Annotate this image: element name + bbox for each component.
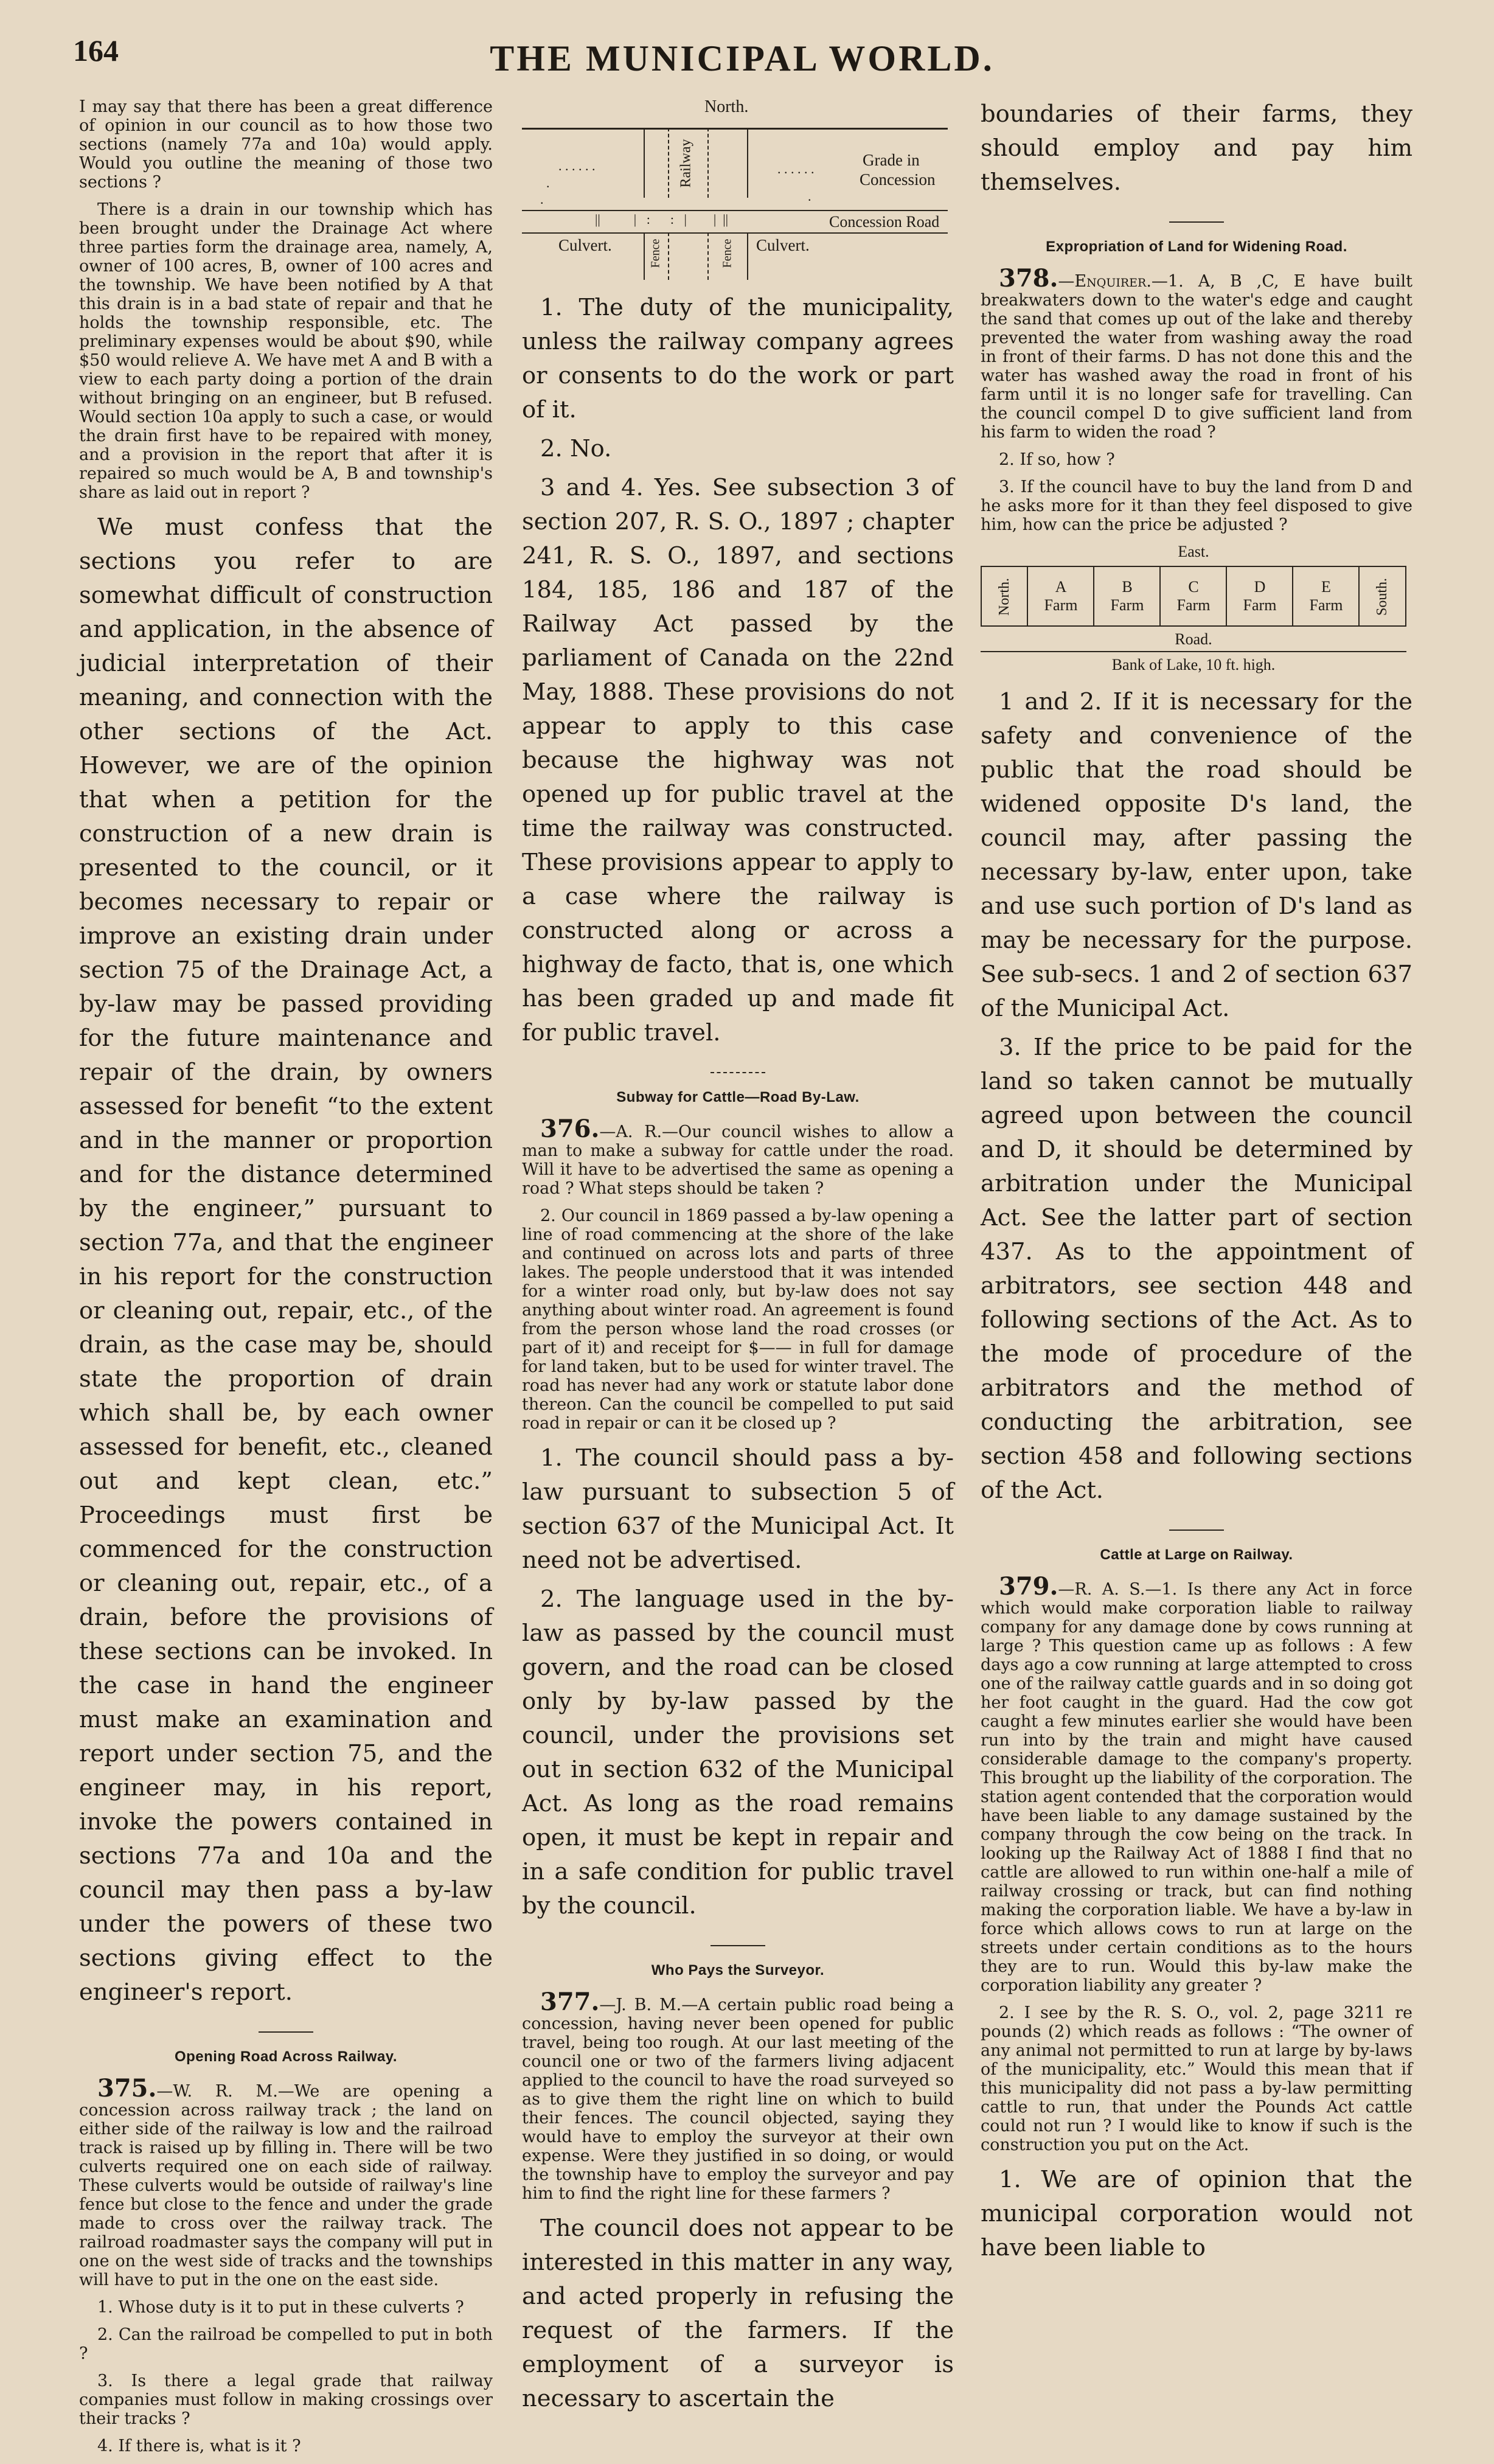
question-376 <box>522 1115 954 1198</box>
farm-south-label: South. <box>1374 577 1391 616</box>
diagram-culvert-left: Culvert. <box>558 236 612 254</box>
question-375-3: 3. Is there a legal grade that railway companies must follow in making crossings over their tracks ? <box>79 2372 493 2428</box>
diagram-road-top <box>522 210 948 211</box>
farm-table-south <box>1359 566 1405 626</box>
divider <box>1169 1530 1224 1531</box>
farm-letter: B <box>1122 578 1133 596</box>
diagram-grade-in-label: Grade in <box>863 151 920 169</box>
question-drain: There is a drain in our township which has been brought under the Drainage Act where three parties form the drainage area, namely, A, owner of 100 acres, B, owner of 100 acres and the township. We have been notified by A that this drain is in a bad state of repair and that he holds the township responsible, etc. The preliminary expenses would be about $90, while $50 would relieve A. We have met A and B with a view to each party doing a portion of the drain without bringing on an engineer, but B refused. Would section 10a apply to such a case, or would the drain first have to be repaired with money, and a provision in the report that after it is repaired so much would be A, B and township's share as laid out in report ? <box>79 200 493 502</box>
question-376-text: —A. R.—Our council wishes to allow a man to make a subway for cattle under the road. Will it have to be advertised the same as opening a road ? What steps should be taken ? <box>522 1122 954 1198</box>
diagram-fence-line-4 <box>747 232 748 280</box>
question-379-2: 2. I see by the R. S. O., vol. 2, page 3211 re pounds (2) which reads as follows : “The owner of any animal not permitted to run at large by by-laws of the municipality, etc.” Would this mean that if this municipality did not pass a by-law permitting cattle to run, that under the Pounds Act cattle could not run ? I would like to know if such is the construction you put on the Act. <box>981 2003 1412 2154</box>
answer-378-3: 3. If the price to be paid for the land so taken cannot be mutually agreed upon between the council and D, it should be determined by arbitration under the Municipal Act. See the latter part of section 437. As to the appointment of arbitrators, see section 448 and following sections of the Act. As to the mode of procedure of the arbitrators and the method of conducting the arbitration, see section 458 and following sections of the Act. <box>981 1034 1412 1504</box>
answer-375-2: 2. No. <box>540 435 612 462</box>
question-377-text: —J. B. M.—A certain public road being a concession, having never been opened for public travel, being too rough. At our last meeting of the council one or two of the farmers living adjacent applied to the council to have the road surveyed so as to give them the right line on which to build their fences. The council objected, saying they would have to employ the surveyor at their own expense. Were they justified in so doing, or would the township have to employ the surveyor and pay him to find the right line for these farmers ? <box>522 1996 954 2203</box>
farm-diagram <box>981 543 1406 674</box>
farm-letter: D <box>1254 578 1266 596</box>
farm-letter: C <box>1188 578 1199 596</box>
question-378-3: 3. If the council have to buy the land from D and he asks more for it than they feel disposed to give him, how can the price be adjusted ? <box>981 478 1412 534</box>
question-intro: I may say that there has been a great difference of opinion in our council as to how those two sections (namely 77a and 10a) would apply. Would you outline the meaning of those two sections ? <box>79 97 493 192</box>
divider <box>711 1072 765 1073</box>
diagram-culvert-right: Culvert. <box>756 236 810 254</box>
question-378-2: 2. If so, how ? <box>999 450 1115 469</box>
question-379 <box>981 1572 1412 1995</box>
diagram-rail-left-1 <box>644 128 645 198</box>
question-375-1: 1. Whose duty is it to put in these culverts ? <box>97 2298 464 2317</box>
farm-label: Farm <box>1044 596 1078 614</box>
diagram-north-label: North. <box>704 97 749 116</box>
diagram-dots-left: . . . . . . <box>558 158 596 173</box>
question-378-text: —1. A, B ,C, E have built breakwaters down to the water's edge and caught the sand that comes up out of the lake and thereby prevented the water from washing away the road in front of their farms. D has not done this and the water has washed away the road in front of his farm until it is no longer safe for travelling. Can the council compel D to give sufficient land from his farm to widen the road ? <box>981 272 1412 442</box>
column-1 <box>79 97 493 2464</box>
farm-letter: A <box>1055 578 1067 596</box>
question-376-2: 2. Our council in 1869 passed a by-law opening a line of road commencing at the shore of the lake and continued on across lots and parts of three lakes. The people understood that it was intended for a winter road only, but by-law does not say anything about winter road. An agreement is found from the person whose land the road crosses (or part of it) and receipt for $—— in full for damage for land taken, but to be used for winter travel. The road has never had any work or statute labor done thereon. Can the council be compelled to put said road in repair or can it be closed up ? <box>522 1206 954 1433</box>
answer-drainage: We must confess that the sections you refer to are somewhat difficult of construction and application, in the absence of judicial interpretation of their meaning, and connection with the other sections of the Act. However, we are of the opinion that when a petition for the construction of a new drain is presented to the council, or it becomes necessary to repair or improve an existing drain under section 75 of the Drainage Act, a by-law may be passed providing for the future maintenance and repair of the drain, by owners assessed for benefit “to the extent and in the manner or proportion and for the distance determined by the engineer,” pursuant to section 77a, and that the engineer in his report for the construction or cleaning out, repair, etc., of the drain, as the case may be, should state the proportion of drain which shall be, by each owner assessed for benefit, etc., cleaned out and kept clean, etc.” Proceedings must first be commenced for the construction or cleaning out, repair, etc., of a drain, before the provisions of these sections can be invoked. In the case in hand the engineer must make an examination and report under section 75, and the engineer may, in his report, invoke the powers contained in sections 77a and 10a and the council may then pass a by-law under the powers of these two sections giving effect to the engineer's report. <box>79 513 493 2006</box>
number-379: 379. <box>999 1572 1058 1601</box>
diagram-fence-right: Fence <box>720 238 734 268</box>
farm-letter: E <box>1321 578 1331 596</box>
diagram-fence-line-1 <box>644 232 645 280</box>
number-375: 375. <box>97 2074 157 2103</box>
number-376: 376. <box>540 1115 600 1143</box>
divider <box>711 1945 765 1946</box>
farm-north-label: North. <box>996 577 1013 616</box>
diagram-concession-label: Concession <box>860 170 936 189</box>
farm-table <box>981 566 1406 627</box>
question-379-text: —R. A. S.—1. Is there any Act in force which would make corporation liable to railway company for any damage done by cows running at large ? This question came up as follows : A few days ago a cow running at large attempted to cross one of the railway cattle guards and in so doing got her foot caught in the guard. Had the cow got caught a few minutes earlier she would have been run into by the train and might have caused considerable damage to the company's property. This brought up the liability of the corporation. The station agent contended that the corporation would have been liable to any damage sustained by the company through the cow being on the track. In looking up the Railway Act of 1888 I find that no cattle are allowed to run within one-half a mile of railway crossing or track, but can find nothing making the corporation liable. We have a by-law in force which allows cows to run at large on the streets under certain conditions as to the hours they are to run. Would this by-law make the corporation liability any greater ? <box>981 1580 1412 1995</box>
answer-376-2: 2. The language used in the by-law as passed by the council must govern, and the road can be closed only by by-law passed by the council, under the provisions set out in section 632 of the Municipal Act. As long as the road remains open, it must be kept in repair and in a safe condition for public travel by the council. <box>522 1585 954 1919</box>
diagram-road-marks: || | : : | | || <box>595 212 729 227</box>
farm-bank-label: Bank of Lake, 10 ft. high. <box>1111 656 1276 673</box>
diagram-rail-left-2 <box>668 128 669 198</box>
column-2 <box>522 97 954 2421</box>
diagram-fence-left: Fence <box>648 238 662 268</box>
answer-376-1: 1. The council should pass a by-law pursuant to subsection 5 of section 637 of the Municipal Act. It need not be advertised. <box>522 1444 954 1574</box>
question-377 <box>522 1988 954 2203</box>
page-number: 164 <box>73 33 119 68</box>
diagram-rail-right-1 <box>707 128 709 198</box>
divider <box>259 2031 313 2033</box>
diagram-rail-right-2 <box>747 128 748 198</box>
diagram-railway-label: Railway <box>678 139 694 188</box>
diagram-dots-right-2: . <box>808 189 811 204</box>
heading-379: Cattle at Large on Railway. <box>1100 1547 1293 1563</box>
question-375-4: 4. If there is, what is it ? <box>97 2437 301 2455</box>
diagram-dots-left-2: . <box>546 175 550 190</box>
heading-375: Opening Road Across Railway. <box>174 2048 398 2065</box>
farm-table-north <box>981 566 1027 626</box>
diagram-road-bottom <box>522 232 948 234</box>
farm-cell-b <box>1094 566 1160 626</box>
page-header <box>61 24 1423 79</box>
farm-label: Farm <box>1110 596 1144 614</box>
heading-376: Subway for Cattle—Road By-Law. <box>616 1089 860 1105</box>
number-378: 378. <box>999 264 1058 293</box>
question-378 <box>981 264 1412 442</box>
diagram-fence-line-3 <box>707 232 709 280</box>
farm-cell-d <box>1226 566 1293 626</box>
heading-378: Expropriation of Land for Widening Road. <box>1046 238 1347 255</box>
farm-cell-a <box>1027 566 1094 626</box>
diagram-top-line <box>522 128 948 130</box>
question-375-2: 2. Can the railroad be compelled to put in both ? <box>79 2325 493 2363</box>
answer-375-1: 1. The duty of the municipality, unless the railway company agrees or consents to do the work or part of it. <box>522 294 954 423</box>
farm-label: Farm <box>1309 596 1343 614</box>
question-378-author: —Enquirer. <box>1058 272 1152 291</box>
answer-379-1: 1. We are of opinion that the municipal corporation would not have been liable to <box>981 2166 1412 2261</box>
question-375-text: —W. R. M.—We are opening a concession across railway track ; the land on either side of the railway is low and the railroad track is raised up by filling in. There will be two culverts required one on each side of railway. These culverts would be outside of railway's line fence but close to the fence and under the grade made to cross over the railway track. The railroad roadmaster says the company will put in one on the west side of tracks and the townships will have to put in the one on the east side. <box>79 2082 493 2289</box>
farm-diagram-east-label: East. <box>1178 543 1209 560</box>
number-377: 377. <box>540 1988 600 2016</box>
farm-label: Farm <box>1243 596 1277 614</box>
column-3 <box>981 97 1412 2270</box>
answer-375-3-4: 3 and 4. Yes. See subsection 3 of section 207, R. S. O., 1897 ; chapter 241, R. S. O., 1897, and sections 184, 185, 186 and 187 of the Railway Act passed by the parliament of Canada on the 22nd May, 1888. These provisions do not appear to apply to this case because the highway was not opened up for public travel at the time the railway was constructed. These provisions appear to apply to a case where the railway is constructed along or across a highway de facto, that is, one which has been graded up and made fit for public travel. <box>522 474 954 1046</box>
farm-road-label: Road. <box>981 630 1406 652</box>
farm-cell-c <box>1160 566 1226 626</box>
answer-377-continued: boundaries of their farms, they should employ and pay him themselves. <box>981 100 1412 196</box>
answer-377: The council does not appear to be interested in this matter in any way, and acted properly in refusing the request of the farmers. If the employment of a surveyor is necessary to ascertain the <box>522 2215 954 2412</box>
question-375 <box>79 2074 493 2289</box>
answer-378-1-2: 1 and 2. If it is necessary for the safety and convenience of the public that the road should be widened opposite D's land, the council may, after passing the necessary by-law, enter upon, take and use such portion of D's land as may be necessary for the purpose. See sub-secs. 1 and 2 of section 637 of the Municipal Act. <box>981 688 1412 1022</box>
diagram-dots-right: . . . . . . <box>777 161 815 176</box>
farm-label: Farm <box>1176 596 1211 614</box>
heading-377: Who Pays the Surveyor. <box>651 1962 825 1979</box>
farm-cell-e <box>1293 566 1359 626</box>
diagram-dots-left-3: . <box>540 192 544 207</box>
railway-crossing-diagram <box>522 97 948 280</box>
running-title: THE MUNICIPAL WORLD. <box>490 38 995 78</box>
diagram-fence-line-2 <box>668 232 669 280</box>
divider <box>1169 221 1224 223</box>
diagram-concession-road-label: Concession Road <box>829 213 940 231</box>
